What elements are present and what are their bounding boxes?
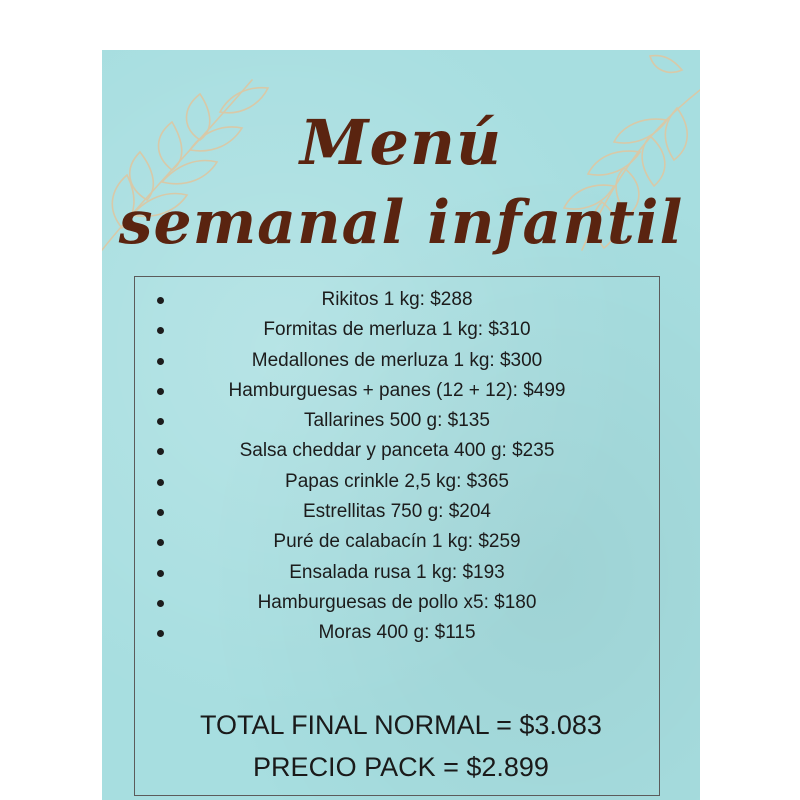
list-item	[135, 467, 659, 497]
menu-item-label: Hamburguesas + panes (12 + 12): $499	[228, 379, 566, 401]
list-item	[135, 436, 659, 466]
list-item	[135, 376, 659, 406]
bullet-dot-icon	[157, 600, 164, 607]
menu-item-label: Moras 400 g: $115	[318, 622, 476, 644]
menu-item-label: Salsa cheddar y panceta 400 g: $235	[239, 440, 555, 462]
list-item	[135, 346, 659, 376]
total-normal: TOTAL FINAL NORMAL = $3.083	[200, 710, 602, 740]
menu-item-label: Tallarines 500 g: $135	[304, 410, 490, 432]
bullet-dot-icon	[157, 448, 164, 455]
bullet-dot-icon	[157, 539, 164, 546]
list-item	[135, 285, 659, 315]
bullet-dot-icon	[157, 327, 164, 334]
menu-item-label: Hamburguesas de pollo x5: $180	[257, 591, 537, 613]
title-line-2: semanal infantil	[118, 188, 684, 258]
list-item	[135, 588, 659, 618]
bullet-dot-icon	[157, 479, 164, 486]
bullet-dot-icon	[157, 358, 164, 365]
bullet-dot-icon	[157, 388, 164, 395]
menu-item-label: Rikitos 1 kg: $288	[321, 289, 473, 310]
menu-list	[135, 285, 659, 649]
bullet-dot-icon	[157, 297, 164, 304]
precio-pack: PRECIO PACK = $2.899	[253, 752, 549, 782]
menu-item-label: Puré de calabacín 1 kg: $259	[273, 531, 521, 553]
menu-item-label: Estrellitas 750 g: $204	[302, 501, 491, 523]
title-line-1: Menú	[299, 106, 503, 179]
menu-item-label: Medallones de merluza 1 kg: $300	[251, 349, 543, 371]
list-item	[135, 315, 659, 345]
list-item	[135, 497, 659, 527]
menu-poster	[102, 50, 700, 800]
list-item	[135, 406, 659, 436]
menu-item-label: Ensalada rusa 1 kg: $193	[289, 561, 505, 583]
bullet-dot-icon	[157, 418, 164, 425]
bullet-dot-icon	[157, 630, 164, 637]
list-item	[135, 558, 659, 588]
list-item	[135, 618, 659, 648]
bullet-dot-icon	[157, 570, 164, 577]
list-item	[135, 527, 659, 557]
bullet-dot-icon	[157, 509, 164, 516]
menu-item-label: Papas crinkle 2,5 kg: $365	[285, 470, 509, 492]
menu-item-label: Formitas de merluza 1 kg: $310	[263, 319, 531, 341]
